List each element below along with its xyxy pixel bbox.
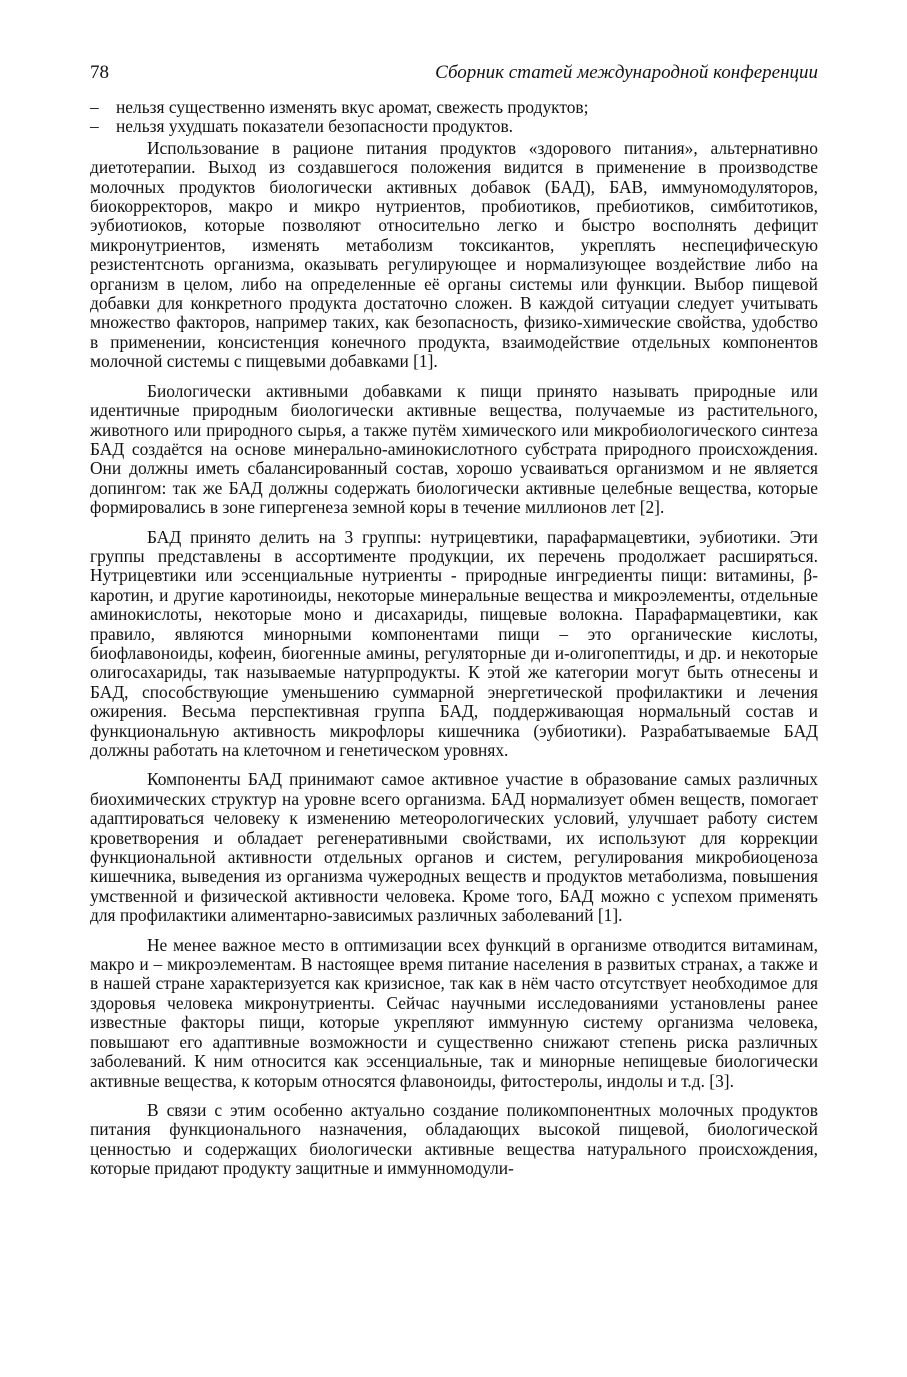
paragraph-bad-usage: Использование в рационе питания продуктов «здорового питания», альтернативно диетотерапии. Выход из создавшегося положения видится в применение в производстве молочных продуктов биологически активных добавок (БАД), БАВ, иммуномодуляторов, биокорректоров, макро и микро нутриентов, пробиотиков, пребиотиков, симбитотиков, эубиотиоков, которые позволяют относительно легко и быстро восполнять дефицит микронутриентов, изменять метаболизм токсикантов, укреплять неспецифическую резистентсноть организма, оказывать регулирующее и нормализующее воздействие либо на организм в целом, либо на определенные её органы системы или функции. Выбор пищевой добавки для конкретного продукта достаточно сложен. В каждой ситуации следует учитывать множество факторов, например таких, как безопасность, физико-химические свойства, удобство в применении, консистенция конечного продукта, взаимодействие отдельных компонентов молочной системы с пищевыми добавками [1].: [90, 137, 818, 372]
paragraph-bad-components: Компоненты БАД принимают самое активное участие в образование самых различных биохимических структур на уровне всего организма. БАД нормализует обмен веществ, помогает адаптироваться человеку к изменению метеорологических условий, улучшает работу систем кроветворения и обладает регенеративными свойствами, их используют для коррекции функциональной активности отдельных органов и систем, регулирования микробиоценоза кишечника, выведения из организма чужеродных веществ и продуктов метаболизма, повышения умственной и физической активности человека. Кроме того, БАД можно с успехом применять для профилактики алиментарно-зависимых различных заболеваний [1].: [90, 769, 818, 926]
paragraph-bad-groups: БАД принято делить на 3 группы: нутрицевтики, парафармацевтики, эубиотики. Эти группы представлены в ассортименте продукции, их перечень продолжает расширяться. Нутрицевтики или эссенциальные нутриенты - природные ингредиенты пищи: витамины, β-каротин, и другие каротиноиды, некоторые минеральные вещества и микроэлементы, отдельные аминокислоты, некоторые моно и дисахариды, пищевые волокна. Парафармацевтики, как правило, являются минорными компонентами пищи – это органические кислоты, биофлавоноиды, кофеин, биогенные амины, регуляторные ди и-олигопептиды, и др. и некоторые олигосахариды, так называемые натурпродукты. К этой же категории могут быть отнесены и БАД, способствующие уменьшению суммарной энергетической профилактики и лечения ожирения. Весьма перспективная группа БАД, поддерживающая нормальный состав и функциональную активность микрофлоры кишечника (эубиотики). Разрабатываемые БАД должны работать на клеточном и генетическом уровнях.: [90, 526, 818, 760]
list-item-text: нельзя ухудшать показатели безопасности продуктов.: [116, 116, 514, 137]
list-item: [90, 117, 818, 136]
running-title: Сборник статей международной конференции: [435, 62, 818, 83]
bullet-dash: –: [90, 116, 99, 137]
list-item-text: нельзя существенно изменять вкус аромат, свежесть продуктов;: [116, 97, 589, 117]
paragraph-vitamins: Не менее важное место в оптимизации всех функций в организме отводится витаминам, макро и – микроэлементам. В настоящее время питание населения в развитых странах, а также и в нашей стране характеризуется как кризисное, так как в нём часто отсутствует необходимое для здоровья человека микронутриенты. Сейчас научными исследованиями установлены ранее известные факторы пищи, которые укрепляют иммунную систему организма человека, повышают его адаптивные возможности и существенно снижают степень риска различных заболеваний. К ним относится как эссенциальные, так и минорные непищевые биологически активные вещества, к которым относятся флавоноиды, фитостеролы, индолы и т.д. [3].: [90, 934, 818, 1091]
bullet-dash: –: [90, 97, 99, 117]
page-number: 78: [90, 62, 109, 83]
paragraph-dairy-products: В связи с этим особенно актуально создание поликомпонентных молочных продуктов питания функционального назначения, обладающих высокой пищевой, биологической ценностью и содержащих биологически активные вещества натурального происхождения, которые придают продукту защитные и иммунномодули-: [90, 1099, 818, 1179]
page-header: [90, 62, 818, 92]
paragraph-bad-definition: Биологически активными добавками к пищи принято называть природные или идентичные природным биологически активные вещества, получаемые из растительного, животного или природного сырья, а также путём химического или микробиологического синтеза БАД создаётся на основе минерально-аминокислотного субстрата природного происхождения. Они должны иметь сбалансированный состав, хорошо усваиваться организмом и не является допингом: так же БАД должны содержать биологически активные целебные вещества, которые формировались в зоне гипергенеза земной коры в течение миллионов лет [2].: [90, 380, 818, 518]
list-item: [90, 98, 818, 117]
bullet-list: [90, 98, 818, 137]
document-page: [90, 62, 818, 1179]
